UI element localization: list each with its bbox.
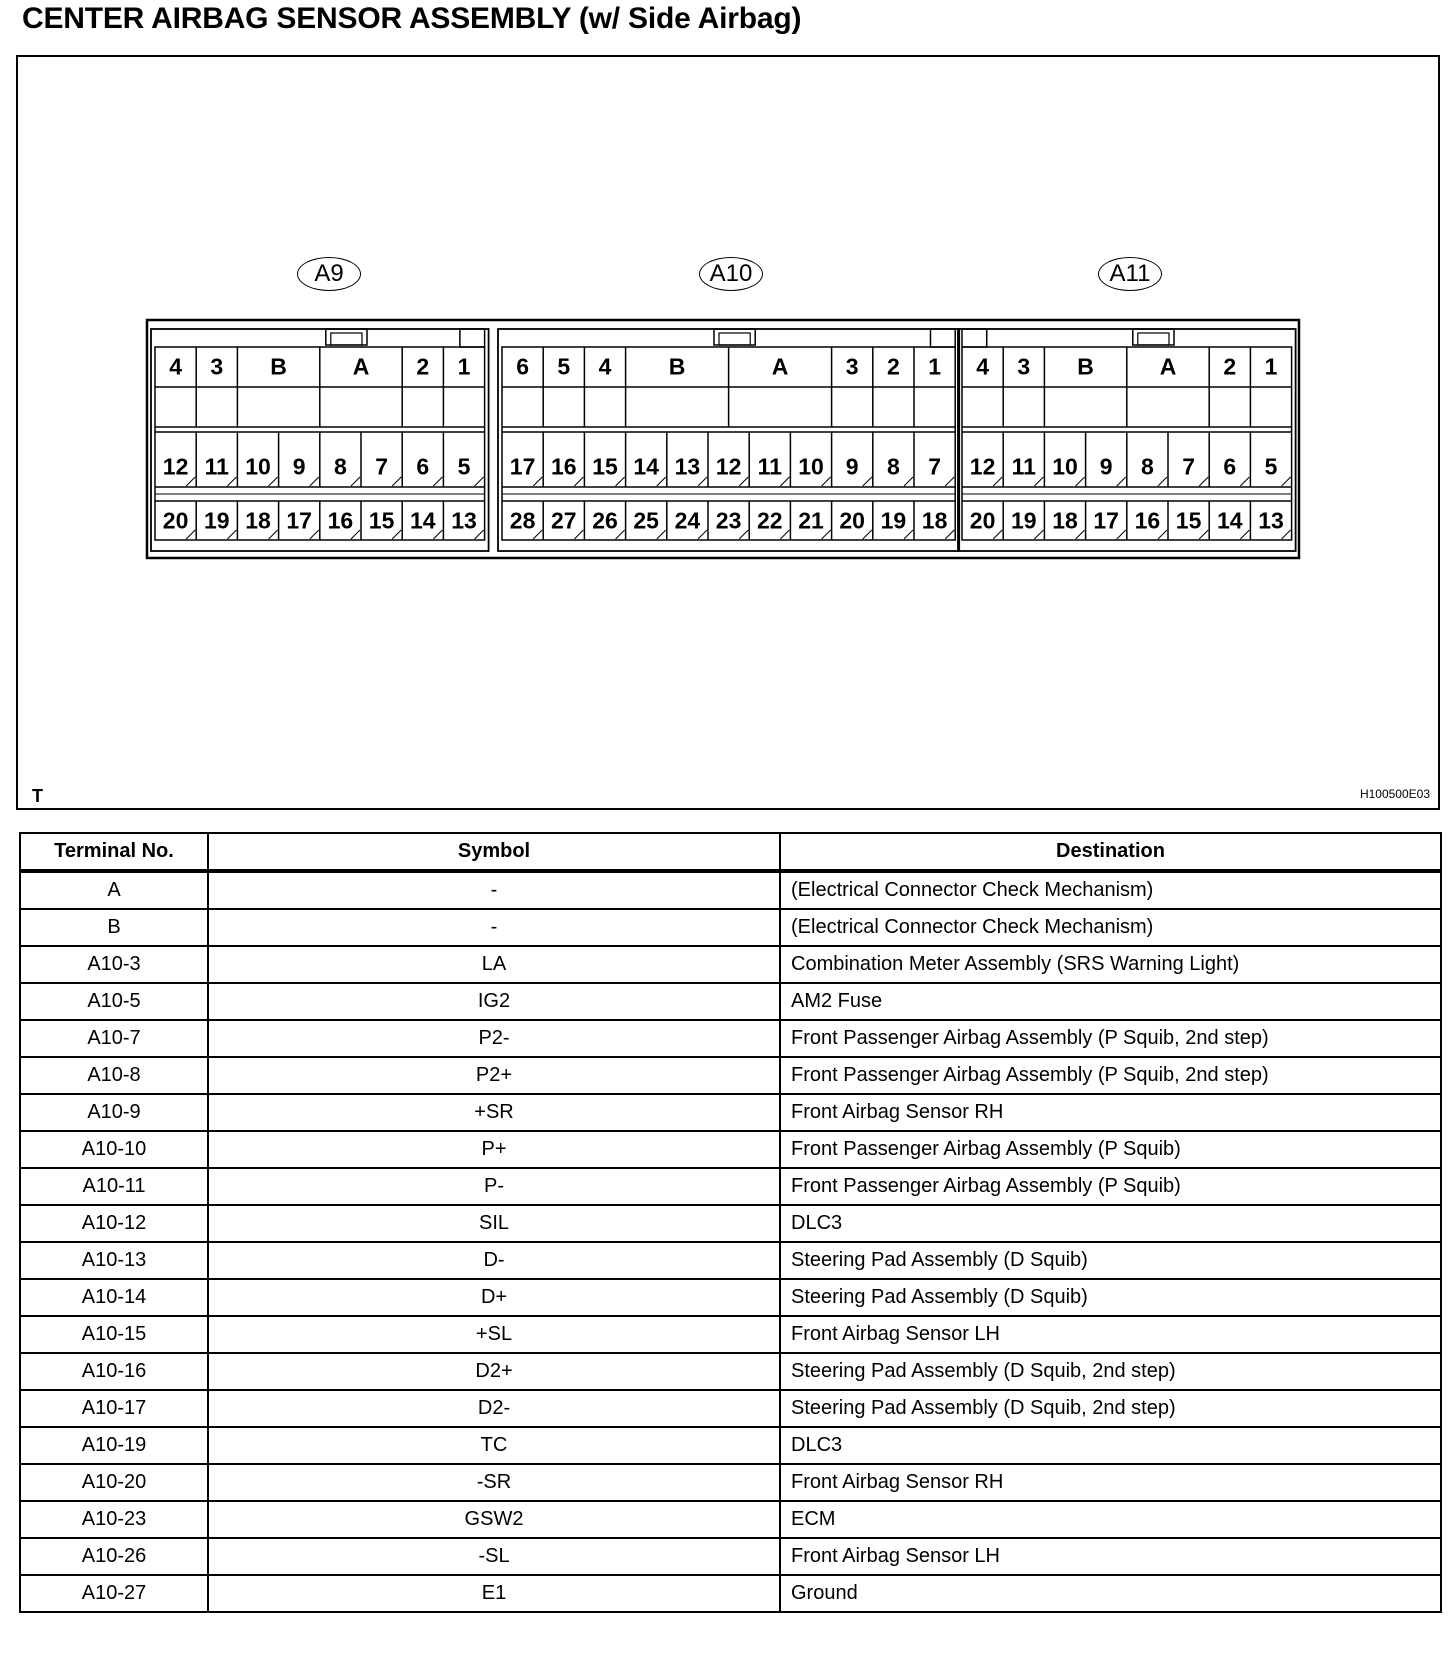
cell-destination: Steering Pad Assembly (D Squib, 2nd step) — [780, 1390, 1441, 1427]
pin-label: 20 — [162, 507, 189, 534]
connector-label-a11: A11 — [1098, 257, 1162, 291]
pin-label: 19 — [204, 507, 230, 534]
cell-terminal-no: A10-11 — [20, 1168, 208, 1205]
pin-label: 17 — [1093, 507, 1119, 534]
pin-label: 27 — [551, 507, 577, 534]
connector-drawing — [18, 57, 1438, 808]
pin-label: 2 — [886, 353, 900, 380]
cell-destination: Front Airbag Sensor LH — [780, 1316, 1441, 1353]
cell-terminal-no: A — [20, 871, 208, 909]
pin-label: 25 — [633, 507, 659, 534]
pin-label: 8 — [1140, 453, 1154, 480]
pin-label: 18 — [245, 507, 271, 534]
figure-id: H100500E03 — [1359, 787, 1430, 801]
cell-destination: Front Passenger Airbag Assembly (P Squib, 2nd step) — [780, 1057, 1441, 1094]
pin-label: 19 — [1011, 507, 1037, 534]
cell-symbol: IG2 — [208, 983, 780, 1020]
table-row — [20, 1094, 1441, 1131]
cell-destination: Steering Pad Assembly (D Squib, 2nd step) — [780, 1353, 1441, 1390]
pin-label: 7 — [375, 453, 388, 480]
terminal-table — [19, 832, 1442, 1613]
header-terminal-no: Terminal No. — [20, 833, 208, 871]
table-row — [20, 1316, 1441, 1353]
pin-label: 9 — [292, 453, 306, 480]
cell-terminal-no: A10-7 — [20, 1020, 208, 1057]
cell-terminal-no: A10-13 — [20, 1242, 208, 1279]
pin-label: 13 — [674, 453, 701, 480]
pin-label: 14 — [633, 453, 659, 480]
table-row — [20, 1131, 1441, 1168]
pin-label: 6 — [516, 353, 529, 380]
cell-symbol: +SR — [208, 1094, 780, 1131]
pin-label: B — [1077, 353, 1094, 380]
connector-label-a10: A10 — [699, 257, 763, 291]
table-row — [20, 1020, 1441, 1057]
cell-terminal-no: A10-19 — [20, 1427, 208, 1464]
cell-terminal-no: A10-10 — [20, 1131, 208, 1168]
pin-label: 11 — [204, 453, 229, 480]
cell-terminal-no: A10-20 — [20, 1464, 208, 1501]
table-body — [20, 871, 1441, 1612]
table-row — [20, 1501, 1441, 1538]
table-row — [20, 1242, 1441, 1279]
cell-symbol: P- — [208, 1168, 780, 1205]
pin-label: 5 — [457, 453, 471, 480]
table-row — [20, 1575, 1441, 1612]
cell-symbol: D+ — [208, 1279, 780, 1316]
cell-symbol: E1 — [208, 1575, 780, 1612]
cell-terminal-no: A10-9 — [20, 1094, 208, 1131]
pin-label: 24 — [674, 507, 701, 534]
table-row — [20, 1279, 1441, 1316]
pin-label: A — [1159, 353, 1177, 380]
pin-label: 19 — [880, 507, 907, 534]
cell-destination: Front Passenger Airbag Assembly (P Squib, 2nd step) — [780, 1020, 1441, 1057]
figure-corner-label: T — [32, 786, 43, 806]
table-header-row — [20, 833, 1441, 871]
pin-label: 3 — [845, 353, 859, 380]
cell-destination: ECM — [780, 1501, 1441, 1538]
table-row — [20, 1057, 1441, 1094]
cell-destination: Front Airbag Sensor RH — [780, 1464, 1441, 1501]
pin-label: 20 — [839, 507, 865, 534]
cell-destination: AM2 Fuse — [780, 983, 1441, 1020]
pin-label: 28 — [509, 507, 536, 534]
table-row — [20, 946, 1441, 983]
pin-label: A — [771, 353, 789, 380]
pin-label: 13 — [451, 507, 477, 534]
pin-label: 3 — [210, 353, 224, 380]
pin-label: 14 — [1217, 507, 1243, 534]
pin-label: 6 — [1223, 453, 1237, 480]
cell-terminal-no: A10-23 — [20, 1501, 208, 1538]
cell-terminal-no: A10-17 — [20, 1390, 208, 1427]
pin-label: B — [270, 353, 287, 380]
cell-terminal-no: A10-3 — [20, 946, 208, 983]
table-row — [20, 983, 1441, 1020]
table-row — [20, 1205, 1441, 1242]
pin-label: 12 — [969, 453, 996, 480]
pin-label: 1 — [457, 353, 471, 380]
cell-terminal-no: A10-8 — [20, 1057, 208, 1094]
cell-terminal-no: A10-12 — [20, 1205, 208, 1242]
pin-label: 16 — [327, 507, 354, 534]
pin-label: 11 — [757, 453, 782, 480]
cell-terminal-no: A10-27 — [20, 1575, 208, 1612]
cell-destination: Ground — [780, 1575, 1441, 1612]
pin-label: 20 — [969, 507, 996, 534]
cell-symbol: TC — [208, 1427, 780, 1464]
pin-label: 8 — [886, 453, 900, 480]
pin-label: 26 — [592, 507, 618, 534]
pin-label: 9 — [1099, 453, 1113, 480]
cell-terminal-no: A10-16 — [20, 1353, 208, 1390]
cell-destination: Steering Pad Assembly (D Squib) — [780, 1279, 1441, 1316]
table-row — [20, 1538, 1441, 1575]
cell-terminal-no: B — [20, 909, 208, 946]
connector-label-a9: A9 — [297, 257, 361, 291]
pin-label: 7 — [928, 453, 941, 480]
cell-symbol: -SL — [208, 1538, 780, 1575]
pin-label: 11 — [1011, 453, 1036, 480]
pin-label: 5 — [1264, 453, 1278, 480]
cell-terminal-no: A10-5 — [20, 983, 208, 1020]
pin-label: 16 — [551, 453, 577, 480]
table-row — [20, 1390, 1441, 1427]
pin-label: 10 — [1052, 453, 1078, 480]
cell-destination: Front Passenger Airbag Assembly (P Squib) — [780, 1131, 1441, 1168]
page-title: CENTER AIRBAG SENSOR ASSEMBLY (w/ Side Airbag) — [22, 2, 802, 35]
table-row — [20, 871, 1441, 909]
cell-destination: (Electrical Connector Check Mechanism) — [780, 909, 1441, 946]
pin-label: 4 — [169, 353, 182, 380]
cell-destination: Front Airbag Sensor RH — [780, 1094, 1441, 1131]
pin-label: 15 — [368, 507, 395, 534]
pin-label: 4 — [598, 353, 612, 380]
pin-label: 9 — [845, 453, 859, 480]
cell-destination: DLC3 — [780, 1427, 1441, 1464]
pin-label: 4 — [976, 353, 989, 380]
pin-label: 5 — [557, 353, 571, 380]
table-row — [20, 1168, 1441, 1205]
cell-destination: (Electrical Connector Check Mechanism) — [780, 871, 1441, 909]
pin-label: 12 — [715, 453, 742, 480]
pin-label: 13 — [1258, 507, 1284, 534]
cell-symbol: GSW2 — [208, 1501, 780, 1538]
table-row — [20, 909, 1441, 946]
pin-label: 17 — [286, 507, 312, 534]
table-row — [20, 1353, 1441, 1390]
pin-label: B — [668, 353, 686, 380]
cell-symbol: - — [208, 871, 780, 909]
cell-destination: Combination Meter Assembly (SRS Warning Light) — [780, 946, 1441, 983]
pin-label: 1 — [928, 353, 941, 380]
cell-symbol: P+ — [208, 1131, 780, 1168]
cell-terminal-no: A10-15 — [20, 1316, 208, 1353]
pin-label: 21 — [798, 507, 824, 534]
pin-label: 6 — [416, 453, 430, 480]
cell-symbol: +SL — [208, 1316, 780, 1353]
header-symbol: Symbol — [208, 833, 780, 871]
pin-label: 12 — [162, 453, 189, 480]
pin-label: 7 — [1182, 453, 1195, 480]
cell-symbol: P2+ — [208, 1057, 780, 1094]
pin-label: 15 — [592, 453, 618, 480]
cell-terminal-no: A10-26 — [20, 1538, 208, 1575]
cell-symbol: - — [208, 909, 780, 946]
pin-label: 23 — [715, 507, 742, 534]
cell-symbol: SIL — [208, 1205, 780, 1242]
pin-label: 15 — [1175, 507, 1202, 534]
connector-diagram — [16, 55, 1440, 810]
pin-label: 16 — [1134, 507, 1161, 534]
pin-label: 3 — [1017, 353, 1031, 380]
pin-label: 22 — [757, 507, 783, 534]
pin-label: 10 — [245, 453, 271, 480]
pin-label: 17 — [509, 453, 536, 480]
cell-destination: Front Airbag Sensor LH — [780, 1538, 1441, 1575]
cell-destination: Steering Pad Assembly (D Squib) — [780, 1242, 1441, 1279]
cell-symbol: -SR — [208, 1464, 780, 1501]
pin-label: 8 — [333, 453, 347, 480]
cell-destination: Front Passenger Airbag Assembly (P Squib) — [780, 1168, 1441, 1205]
cell-terminal-no: A10-14 — [20, 1279, 208, 1316]
cell-destination: DLC3 — [780, 1205, 1441, 1242]
cell-symbol: D2- — [208, 1390, 780, 1427]
pin-label: A — [352, 353, 370, 380]
header-destination: Destination — [780, 833, 1441, 871]
pin-label: 18 — [921, 507, 948, 534]
pin-label: 14 — [410, 507, 436, 534]
cell-symbol: D- — [208, 1242, 780, 1279]
cell-symbol: P2- — [208, 1020, 780, 1057]
pin-label: 10 — [798, 453, 824, 480]
cell-symbol: D2+ — [208, 1353, 780, 1390]
pin-label: 18 — [1052, 507, 1078, 534]
table-row — [20, 1427, 1441, 1464]
pin-label: 2 — [416, 353, 430, 380]
table-row — [20, 1464, 1441, 1501]
cell-symbol: LA — [208, 946, 780, 983]
pin-label: 1 — [1264, 353, 1278, 380]
pin-label: 2 — [1223, 353, 1237, 380]
